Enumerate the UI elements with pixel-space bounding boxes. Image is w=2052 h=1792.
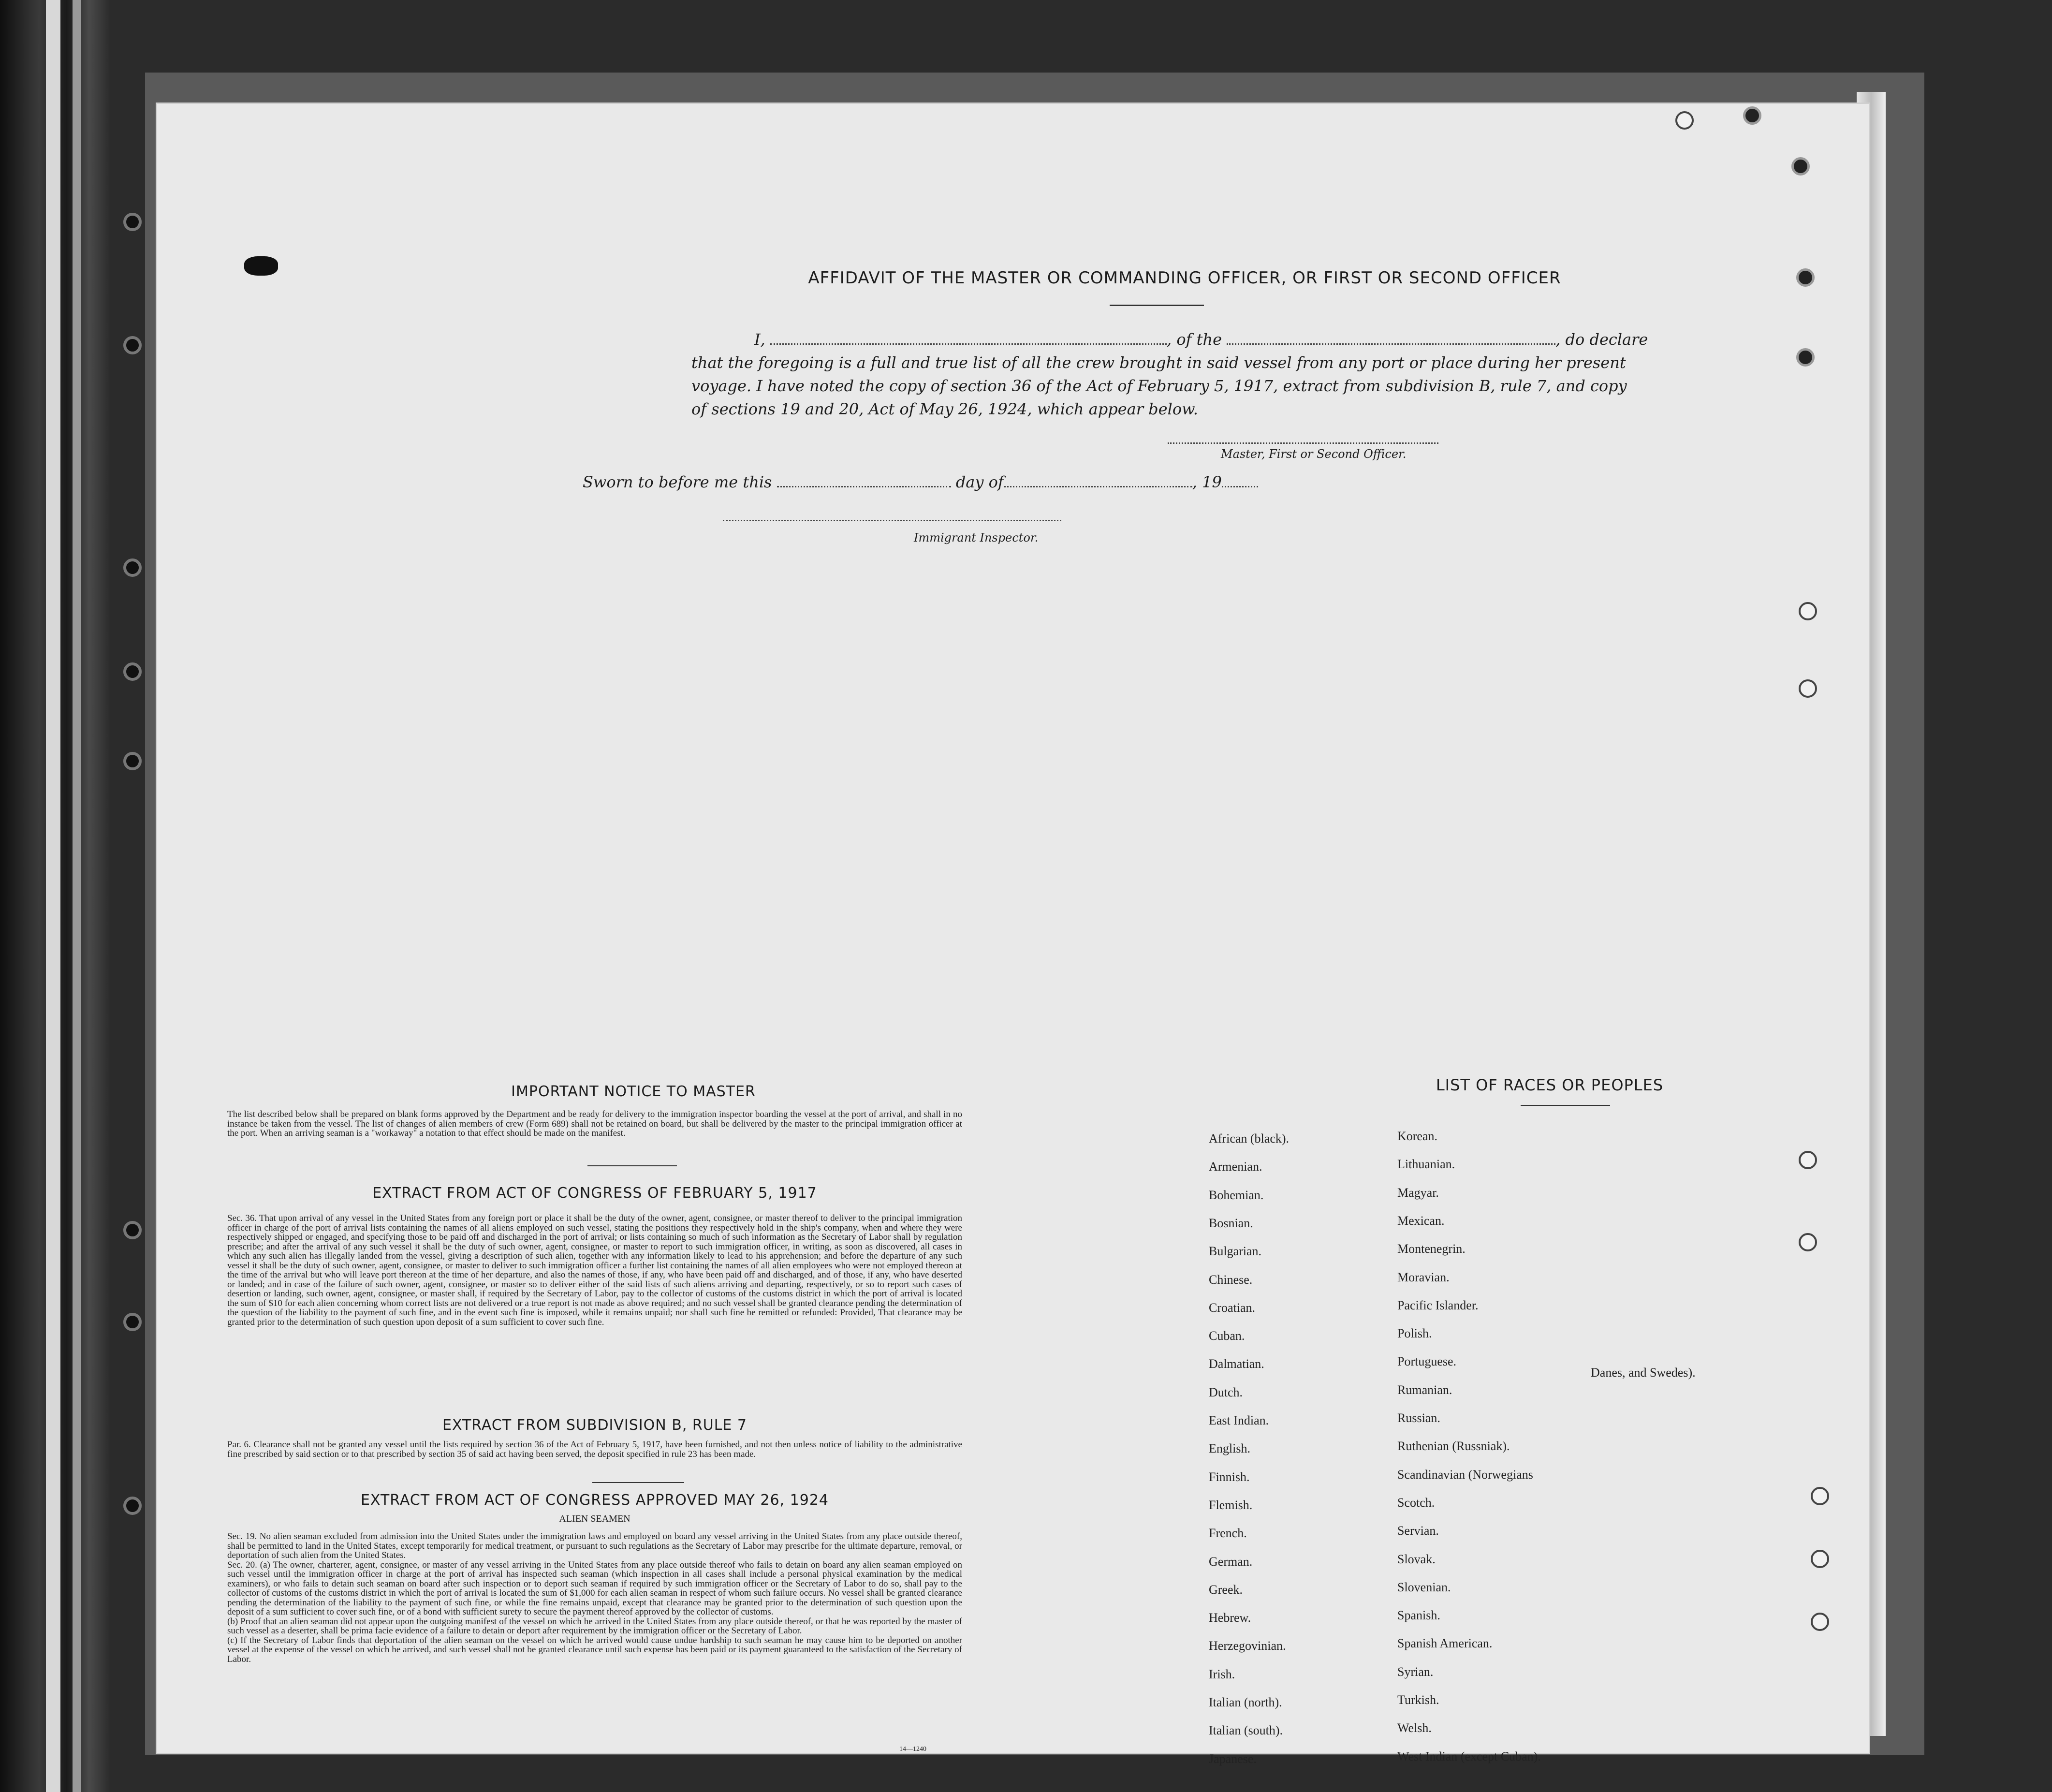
race-item: Montenegrin. (1397, 1242, 1466, 1256)
alien-seamen-subtitle: ALIEN SEAMEN (559, 1513, 630, 1524)
rule7-title: EXTRACT FROM SUBDIVISION B, RULE 7 (442, 1417, 747, 1434)
extract-1917-body (227, 1214, 962, 1327)
affidavit-line-4: of sections 19 and 20, Act of May 26, 1924, which appear below. (691, 400, 1198, 418)
race-item: Spanish American. (1397, 1636, 1493, 1651)
race-item: Moravian. (1397, 1270, 1450, 1284)
race-item: Polish. (1397, 1326, 1432, 1341)
race-item: French. (1209, 1526, 1247, 1541)
sworn-line (583, 470, 1258, 494)
punch-hole-icon (123, 1313, 142, 1331)
race-item: Bohemian. (1209, 1188, 1264, 1202)
race-item: Croatian. (1209, 1300, 1256, 1315)
punch-hole-icon (123, 662, 142, 681)
form-number: 14—1240 (899, 1746, 926, 1753)
race-item: Welsh. (1397, 1721, 1432, 1735)
binder-strip (46, 0, 60, 1792)
punch-hole-icon (1799, 602, 1817, 620)
inspector-caption: Immigrant Inspector. (914, 531, 1039, 544)
title-underline (1110, 305, 1204, 306)
extract-1917-title: EXTRACT FROM ACT OF CONGRESS OF FEBRUARY 5, 1917 (372, 1185, 817, 1202)
affidavit-declare: , do declare (1555, 330, 1648, 349)
affidavit-title: AFFIDAVIT OF THE MASTER OR COMMANDING OFFICER, OR FIRST OR SECOND OFFICER (808, 268, 1561, 288)
race-item: Hebrew. (1209, 1611, 1251, 1625)
punch-hole-icon (123, 752, 142, 770)
sec20b-text: (b) Proof that an alien seaman did not appear upon the outgoing manifest of the vessel on which he arrived in the United States from any place outside thereof, or that he was reported by the master of such vessel as a deserter, shall be prima facie evidence of a failure to detain or deport after requirement by the immigration officer or the Secretary of Labor. (227, 1616, 962, 1636)
punch-hole-icon (1796, 268, 1815, 287)
race-item: Cuban. (1209, 1329, 1245, 1343)
punch-hole-icon (123, 1497, 142, 1515)
race-item: Bosnian. (1209, 1216, 1253, 1230)
race-item: Herzegovinian. (1209, 1639, 1286, 1653)
sec20a-text: Sec. 20. (a) The owner, charterer, agent, consignee, or master of any vessel arriving in the United States from any place outside thereof who fails to detain on board any alien seaman employed on such vessel until the immigration officer in charge at the port of arrival has inspected such seaman (which inspection in all cases shall include a personal physical examination by the medical examiners), or who fails to detain such seaman on board after such inspection or to deport such seaman if required by such immigration officer or the Secretary of Labor to do so, shall pay to the collector of customs of the customs district in which the port of arrival is located the sum of $1,000 for each alien seaman in respect of whom such failure occurs. No vessel shall be granted clearance pending the determination of the liability to the payment of such fine, or while the fine remains unpaid, except that clearance may be granted prior to the determination of such question upon the deposit of a sum sufficient to cover such fine, or of a bond with sufficient surety to secure the payment thereof approved by the collector of customs. (227, 1559, 962, 1617)
race-item: Italian (north). (1209, 1695, 1282, 1709)
month-blank (1004, 486, 1192, 487)
punch-hole-icon (123, 213, 142, 231)
race-item: Rumanian. (1397, 1382, 1452, 1397)
race-item: Italian (south). (1209, 1723, 1283, 1738)
race-item: Pacific Islander. (1397, 1298, 1479, 1312)
race-item: Chinese. (1209, 1272, 1253, 1287)
punch-hole-icon (1811, 1550, 1829, 1568)
notice-text: The list described below shall be prepared on blank forms approved by the Department and be ready for delivery to the immigration inspector boarding the vessel at the port of arrival, and shall in no instance be taken from the vessel. The list of changes of alien members of crew (Form 689) shall not be retained on board, but shall be delivered by the master to the principal immigration officer at the port. When an arriving seaman is a "workaway" a notation to that effect should be made on the manifest. (227, 1109, 962, 1138)
race-item: Lithuanian. (1397, 1157, 1455, 1172)
affidavit-line-2: that the foregoing is a full and true list of all the crew brought in said vessel from any port or place during her present (691, 353, 1626, 372)
race-item: Bulgarian. (1209, 1244, 1262, 1259)
race-item: Scandinavian (Norwegians (1397, 1467, 1533, 1482)
race-item: German. (1209, 1554, 1253, 1569)
punch-hole-icon (1799, 1233, 1817, 1251)
affidavit-of-the: , of the (1166, 330, 1222, 349)
punch-hole-icon (1799, 1151, 1817, 1169)
race-item: Dalmatian. (1209, 1357, 1264, 1371)
punch-hole-icon (1743, 106, 1761, 125)
race-item: Turkish. (1397, 1693, 1439, 1707)
notice-title: IMPORTANT NOTICE TO MASTER (511, 1083, 756, 1100)
race-item: Scotch. (1397, 1495, 1435, 1510)
punch-hole-icon (1791, 157, 1810, 176)
rule7-text: Par. 6. Clearance shall not be granted any vessel until the lists required by section 36 of the Act of February 5, 1917, have been furnished, and not then unless notice of liability to the administrative fine prescribed by said section or to that prescribed by section 35 of said act having been served, the deposit specified in rule 23 has been made. (227, 1439, 962, 1459)
race-item: Japanese. (1209, 1751, 1257, 1766)
race-item: Spanish. (1397, 1608, 1440, 1623)
race-item: Slovak. (1397, 1552, 1436, 1566)
race-item: Slovenian. (1397, 1580, 1451, 1594)
document-page (157, 104, 1869, 1766)
race-item: Syrian. (1397, 1664, 1434, 1679)
section-divider (592, 1482, 684, 1483)
race-item: Magyar. (1397, 1185, 1439, 1200)
race-item: English. (1209, 1441, 1250, 1456)
affidavit-line-1 (691, 328, 1648, 351)
sworn-label: Sworn to before me this (583, 473, 772, 491)
vessel-blank (1227, 343, 1555, 345)
name-blank (770, 343, 1167, 345)
year-blank (1222, 486, 1258, 487)
race-item: Korean. (1397, 1129, 1438, 1143)
race-item: Servian. (1397, 1524, 1439, 1538)
punch-hole-icon (1675, 111, 1694, 130)
race-item: Armenian. (1209, 1160, 1262, 1174)
extract-1924-title: EXTRACT FROM ACT OF CONGRESS APPROVED MAY 26, 1924 (360, 1492, 829, 1509)
race-item: Ruthenian (Russniak). (1397, 1439, 1510, 1454)
day-of-label: day of (955, 473, 1004, 491)
notice-body (227, 1110, 962, 1138)
race-item: Finnish. (1209, 1469, 1250, 1484)
extract-1924-body (227, 1532, 962, 1664)
affidavit-line-3: voyage. I have noted the copy of section 36 of the Act of February 5, 1917, extract from subdivision B, rule 7, and copy (691, 377, 1627, 395)
sec20c-text: (c) If the Secretary of Labor finds that deportation of the alien seaman on the vessel on which he arrived would cause undue hardship to such seaman he may cause him to be deported on another vessel at the expense of the vessel on which he arrived, and such vessel shall not be granted clearance until such expense has been paid or its payment guaranteed to the satisfaction of the Secretary of Labor. (227, 1635, 962, 1664)
sec19-text: Sec. 19. No alien seaman excluded from admission into the United States under the immigration laws and employed on board any vessel arriving in the United States from any place outside thereof, shall be permitted to land in the United States, except temporarily for medical treatment, or pursuant to such regulations as the Secretary of Labor may prescribe for the ultimate departure, removal, or deportation of such alien from the United States. (227, 1531, 962, 1560)
affidavit-i: I, (754, 330, 765, 349)
rule7-body (227, 1440, 962, 1459)
race-item: African (black). (1209, 1131, 1290, 1146)
races-title: LIST OF RACES OR PEOPLES (1436, 1076, 1664, 1094)
year-label: , 19 (1192, 473, 1222, 491)
binder-strip (73, 0, 81, 1792)
sworn-day-blank (777, 486, 951, 487)
race-item: Russian. (1397, 1411, 1440, 1425)
inspector-signature-line (723, 520, 1061, 521)
punch-hole-icon (1796, 348, 1815, 367)
punch-hole-icon (123, 558, 142, 577)
punch-hole-icon (123, 336, 142, 354)
punch-hole-icon (123, 1221, 142, 1239)
race-item: Greek. (1209, 1582, 1243, 1597)
race-item: Flemish. (1209, 1498, 1253, 1512)
extract-1917-text: Sec. 36. That upon arrival of any vessel in the United States from any foreign port or place it shall be the duty of the owner, agent, consignee, or master thereof to deliver to the principal immigration officer in charge of the port of arrival lists containing the names of all aliens employed on such vessel, stating the positions they respectively hold in the ship's company, when and where they were respectively shipped or engaged, and specifying those to be paid off and discharged in the port of arrival; or lists containing so much of such information as the Secretary of Labor shall by regulation prescribe; and after the arrival of any such vessel it shall be the duty of such owner, agent, consignee, or master to report to such immigration officer, in writing, as soon as discovered, all cases in which any such alien has illegally landed from the vessel, giving a description of such alien, together with any information likely to lead to his apprehension; and before the departure of any such vessel it shall be the duty of such owner, agent, consignee, or master to deliver to such immigration officer a further list containing the names of all alien employees who were not employed thereon at the time of the arrival but who will leave port thereon at the time of her departure, and also the names of those, if any, who have been paid off and discharged, and of those, if any, who have deserted or landed; and in case of the failure of such owner, agent, consignee, or master so to deliver either of the said lists of such aliens arriving and departing, respectively, or so to report such cases of desertion or landing, such owner, agent, consignee, or master shall, if required by the Secretary of Labor, pay to the collector of customs of the customs district in which the port of arrival is located the sum of $10 for each alien concerning whom correct lists are not delivered or a true report is not made as above required; and no such vessel shall be granted clearance pending the determination of the question of the liability to the payment of such fine, and in the event such fine is imposed, while it remains unpaid; nor shall such fine be remitted or refunded: Provided, That clearance may be granted prior to the determination of such question upon deposit of a sum sufficient to cover such fine. (227, 1213, 962, 1327)
punch-hole-icon (1811, 1613, 1829, 1631)
section-divider (587, 1165, 677, 1166)
punch-hole-icon (1811, 1487, 1829, 1505)
races-underline (1521, 1105, 1610, 1106)
ink-blot (244, 256, 278, 276)
race-item: West Indian (except Cuban). (1397, 1749, 1541, 1763)
race-item: Dutch. (1209, 1385, 1243, 1399)
master-caption: Master, First or Second Officer. (1221, 447, 1407, 461)
punch-hole-icon (1799, 679, 1817, 698)
race-item: Mexican. (1397, 1213, 1445, 1228)
race-scandinavian-cont: Danes, and Swedes). (1591, 1366, 1696, 1380)
race-item: Portuguese. (1397, 1354, 1457, 1369)
race-item: East Indian. (1209, 1413, 1269, 1427)
race-item: Irish. (1209, 1667, 1235, 1681)
master-signature-line (1168, 442, 1438, 444)
